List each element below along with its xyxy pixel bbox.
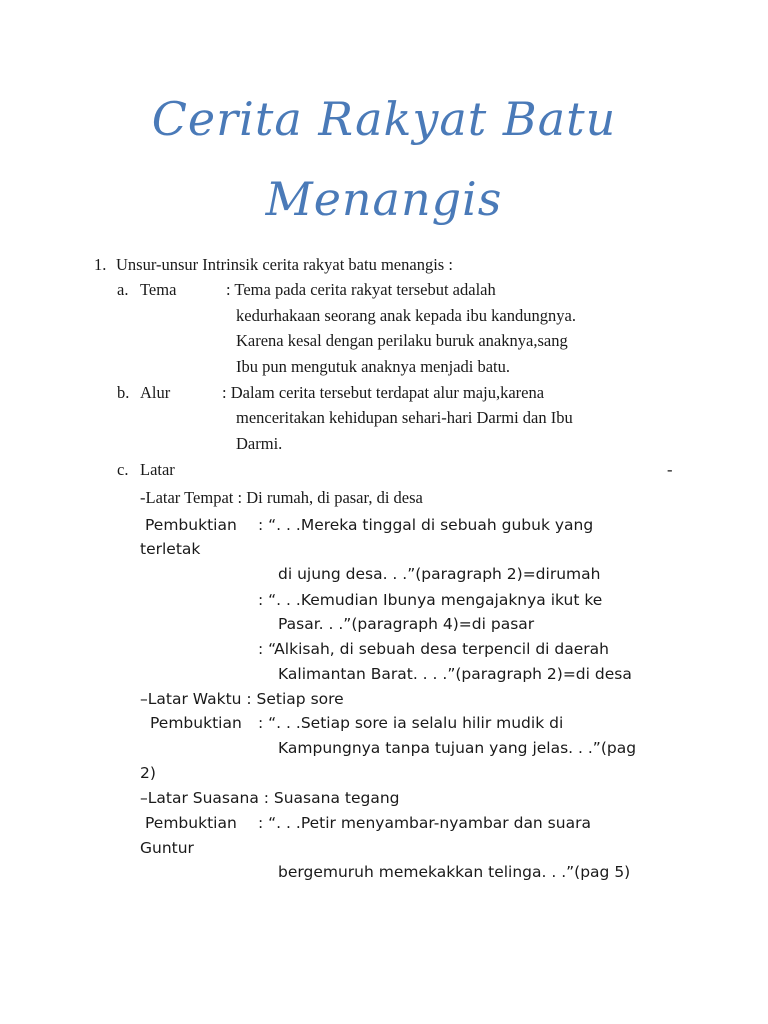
latar-dash: - [667, 460, 673, 479]
bukti-text-line: bergemuruh memekakkan telinga. . .”(pag 5) [278, 863, 631, 881]
bukti-text-line: : “. . .Petir menyambar-nyambar dan suara [258, 814, 591, 832]
tema-text-line: kedurhakaan seorang anak kepada ibu kandungnya. [236, 306, 576, 325]
pembuktian-label: Pembuktian [150, 714, 242, 732]
alur-marker: b. [117, 383, 130, 402]
section-number: 1. [94, 255, 107, 274]
bukti-text-line: Pasar. . .”(paragraph 4)=di pasar [278, 615, 535, 633]
section-heading: Unsur-unsur Intrinsik cerita rakyat batu menangis : [116, 255, 453, 274]
bukti-text-line: : “. . .Setiap sore ia selalu hilir mudik di [258, 714, 564, 732]
title-line-2: Menangis [265, 172, 503, 226]
latar-suasana-heading: –Latar Suasana : Suasana tegang [140, 789, 400, 807]
alur-label: Alur [140, 383, 171, 402]
bukti-text-line: 2) [140, 764, 156, 782]
tema-label: Tema [140, 280, 177, 299]
tema-text-line: Karena kesal dengan perilaku buruk anaknya,sang [236, 331, 568, 350]
bukti-text-line: : “Alkisah, di sebuah desa terpencil di daerah [258, 640, 609, 658]
pembuktian-label: Pembuktian [145, 516, 237, 534]
latar-label: Latar [140, 460, 175, 479]
title-line-1: Cerita Rakyat Batu [151, 92, 617, 146]
latar-tempat-heading: -Latar Tempat : Di rumah, di pasar, di desa [140, 488, 423, 507]
bukti-text-line: di ujung desa. . .”(paragraph 2)=dirumah [278, 565, 601, 583]
latar-marker: c. [117, 460, 129, 479]
bukti-text-line: Guntur [140, 839, 194, 857]
alur-text-line: Darmi. [236, 434, 283, 453]
tema-text-line: : Tema pada cerita rakyat tersebut adalah [226, 280, 496, 299]
alur-text-line: : Dalam cerita tersebut terdapat alur maju,karena [222, 383, 545, 402]
pembuktian-label: Pembuktian [145, 814, 237, 832]
tema-marker: a. [117, 280, 129, 299]
bukti-text-line: : “. . .Mereka tinggal di sebuah gubuk yang [258, 516, 594, 534]
alur-text-line: menceritakan kehidupan sehari-hari Darmi dan Ibu [236, 408, 573, 427]
tema-text-line: Ibu pun mengutuk anaknya menjadi batu. [236, 357, 511, 376]
bukti-text-line: Kampungnya tanpa tujuan yang jelas. . .”(pag [278, 739, 637, 757]
latar-waktu-heading: –Latar Waktu : Setiap sore [140, 690, 344, 708]
bukti-text-line: : “. . .Kemudian Ibunya mengajaknya ikut ke [258, 591, 603, 609]
bukti-text-line: Kalimantan Barat. . . .”(paragraph 2)=di desa [278, 665, 632, 683]
bukti-text-line: terletak [140, 540, 201, 558]
